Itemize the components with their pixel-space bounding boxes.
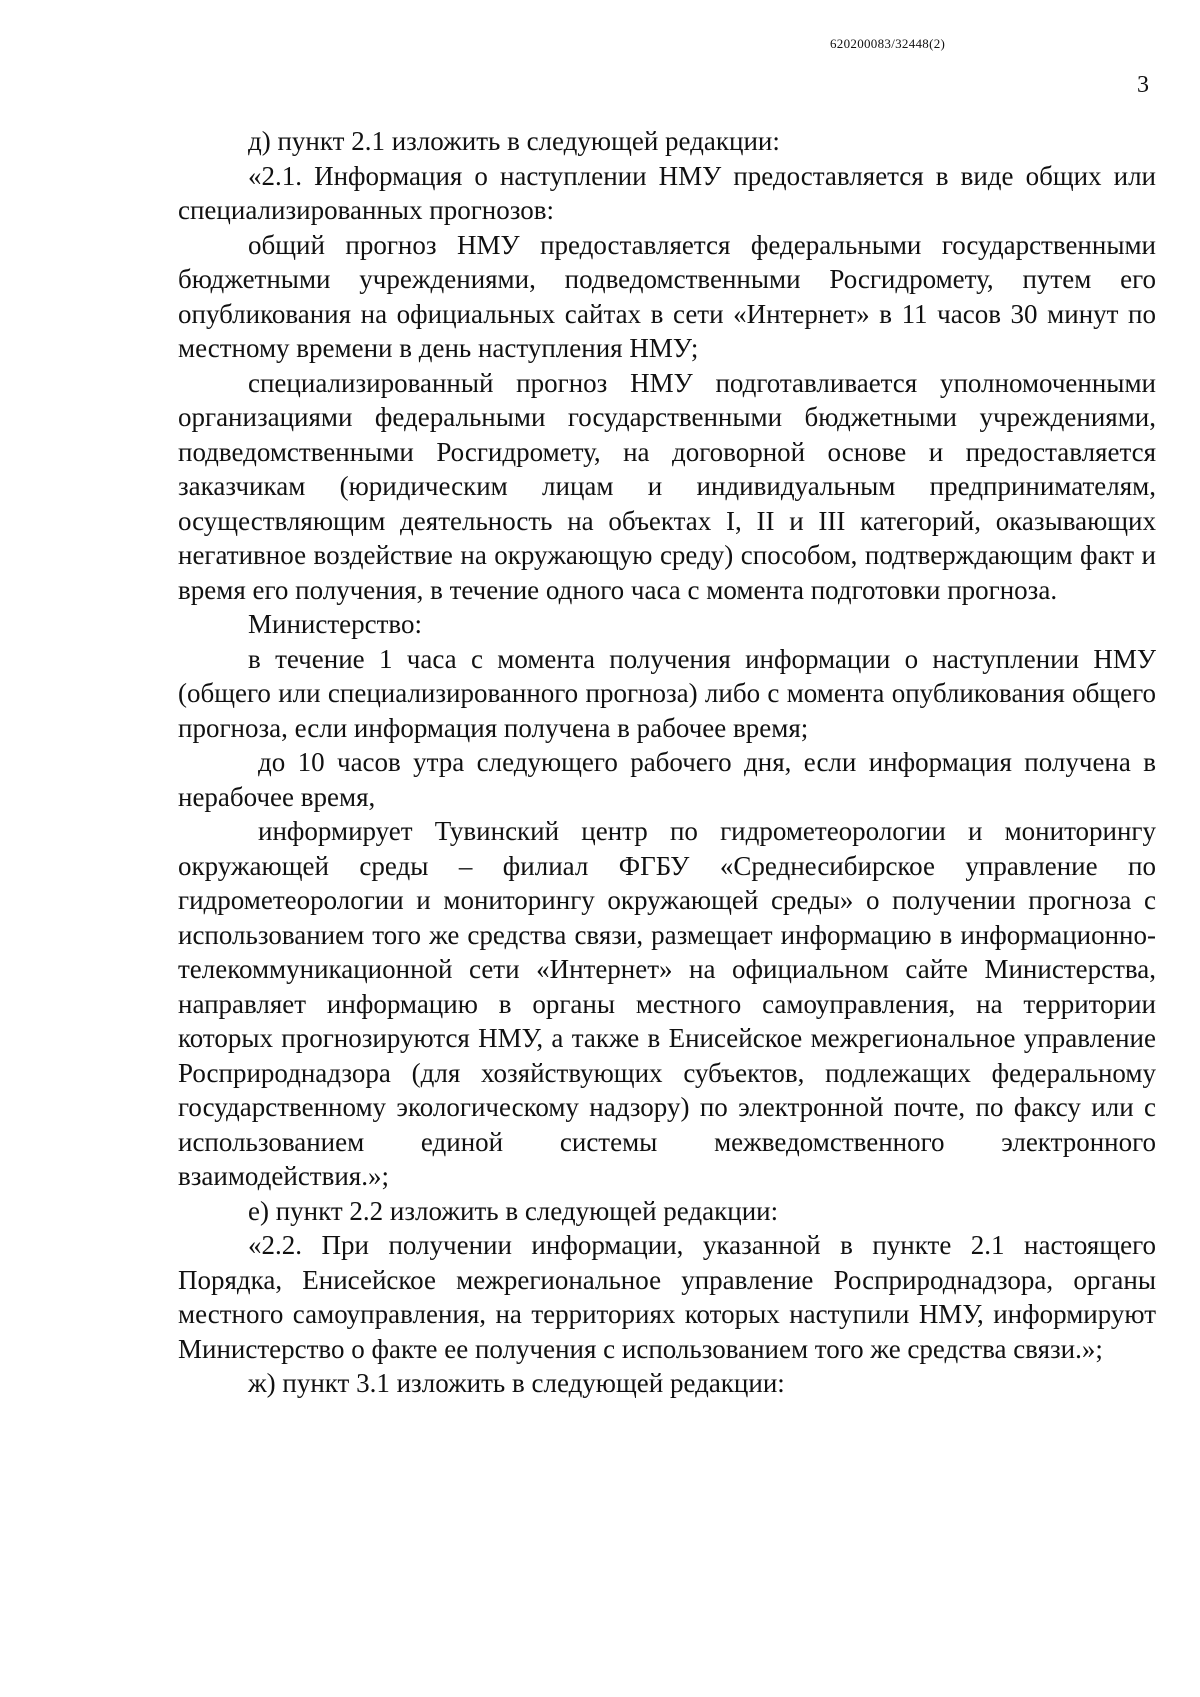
paragraph-item-e: е) пункт 2.2 изложить в следующей редакции: xyxy=(248,1195,779,1226)
paragraph-informs: информирует Тувинский центр по гидрометеорологии и мониторингу окружающей среды – филиал ФГБУ «Среднесибирское управление по гидрометеорологии и мониторингу окружающей среды» о получении прогноза с использованием того же средства связи, размещает информацию в информационно-телекоммуникационной сети «Интернет» на официальном сайте Министерства, направляет информацию в органы местного самоуправления, на территории которых прогнозируются НМУ, а также в Енисейское межрегиональное управление Росприроднадзора (для хозяйствующих субъектов, подлежащих федеральному государственному экологическому надзору) по электронной почте, по факсу или с использованием единой системы межведомственного электронного взаимодействия.»; xyxy=(178,816,1156,1191)
paragraph-item-zh: ж) пункт 3.1 изложить в следующей редакции: xyxy=(248,1368,785,1398)
paragraph-specialized-forecast: специализированный прогноз НМУ подготавливается уполномоченными организациями федеральными государственными бюджетными учреждениями, подведомственными Росгидромету, на договорной основе и предоставляется заказчикам (юридическим лицам и индивидуальным предпринимателям, осуществляющим деятельность на объектах I, II и III категорий, оказывающих негативное воздействие на окружающую среду) способом, подтверждающим факт и время его получения, в течение одного часа с момента подготовки прогноза. xyxy=(178,367,1156,605)
paragraph-item-d: д) пункт 2.1 изложить в следующей редакции: xyxy=(248,126,780,156)
document-body xyxy=(178,124,1156,1401)
paragraph-non-working-hours: до 10 часов утра следующего рабочего дня, если информация получена в нерабочее время, xyxy=(178,747,1156,812)
paragraph-general-forecast: общий прогноз НМУ предоставляется федеральными государственными бюджетными учреждениями, подведомственными Росгидромету, путем его опубликования на официальных сайтах в сети «Интернет» в 11 часов 30 минут по местному времени в день наступления НМУ; xyxy=(178,229,1156,363)
page-number: 3 xyxy=(1137,72,1149,98)
paragraph-clause-2-1: «2.1. Информация о наступлении НМУ предоставляется в виде общих или специализированных прогнозов: xyxy=(178,160,1156,225)
paragraph-clause-2-2: «2.2. При получении информации, указанной в пункте 2.1 настоящего Порядка, Енисейское межрегиональное управление Росприроднадзора, органы местного самоуправления, на территориях которых наступили НМУ, информируют Министерство о факте ее получения с использованием того же средства связи.»; xyxy=(178,1230,1156,1364)
paragraph-ministry: Министерство: xyxy=(248,609,422,639)
paragraph-working-hours: в течение 1 часа с момента получения информации о наступлении НМУ (общего или специализированного прогноза) либо с момента опубликования общего прогноза, если информация получена в рабочее время; xyxy=(178,643,1156,743)
document-id: 620200083/32448(2) xyxy=(830,36,946,51)
